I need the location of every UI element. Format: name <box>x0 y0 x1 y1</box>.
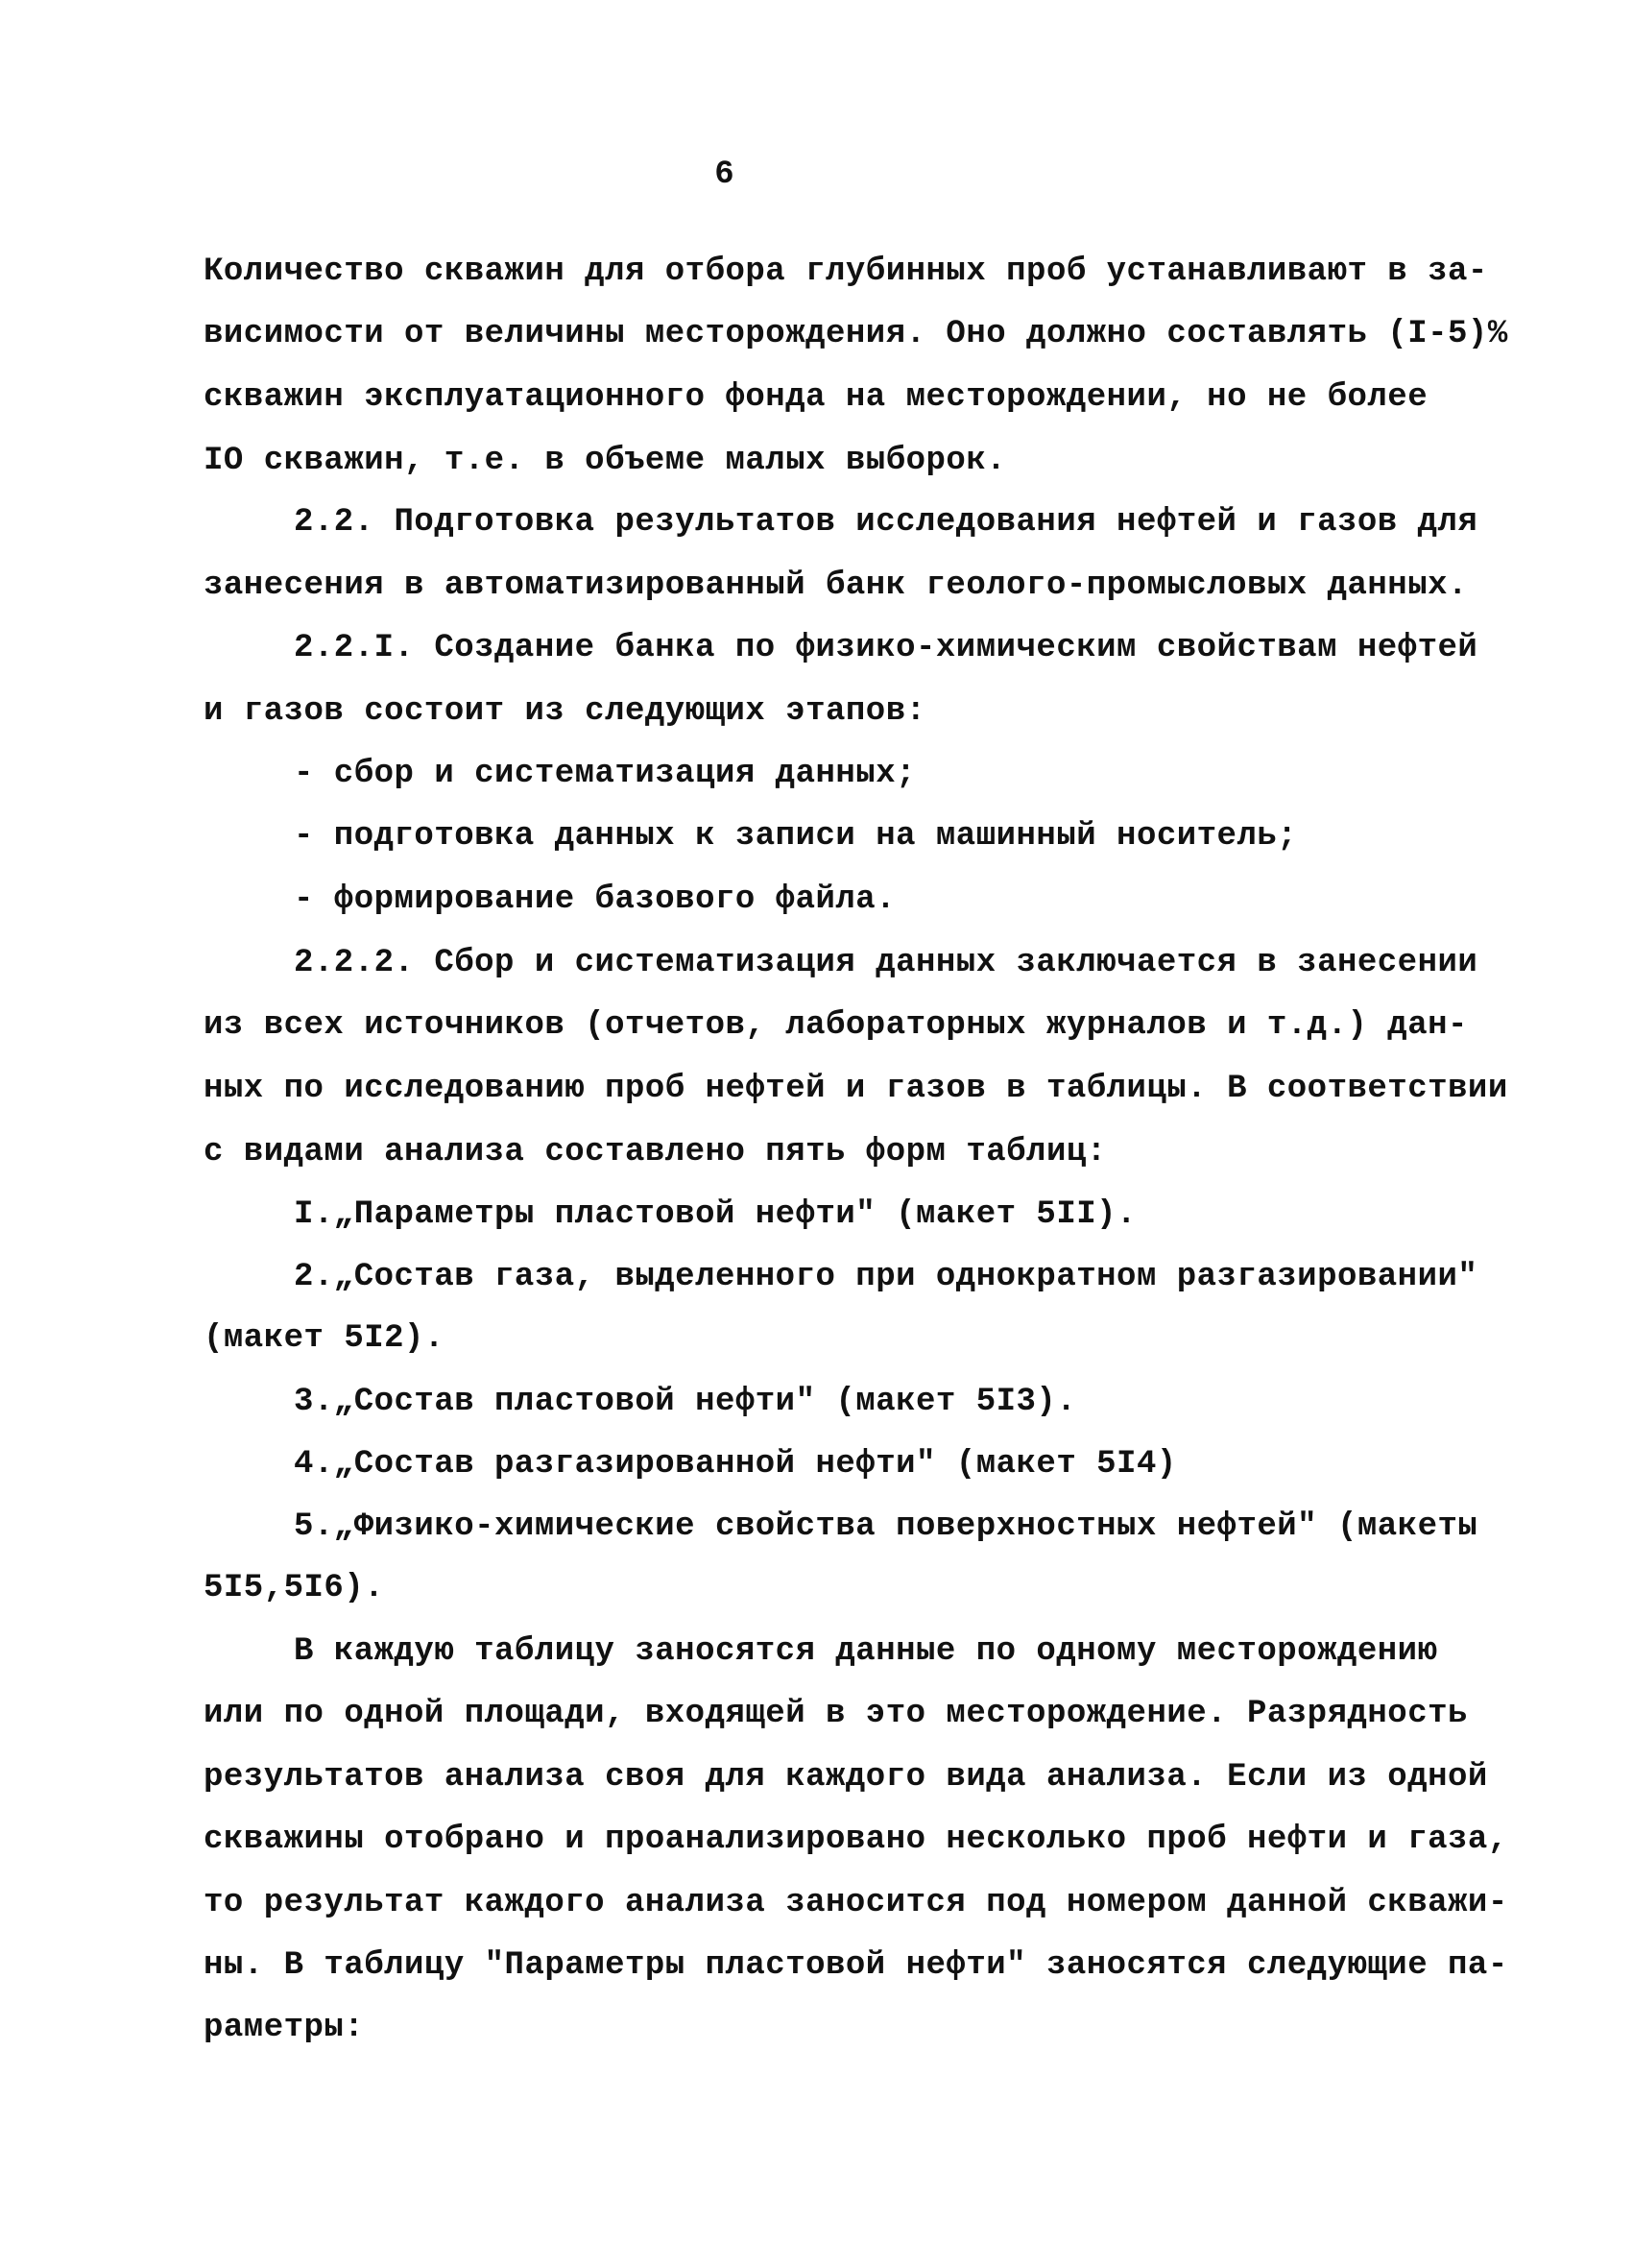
text-line: из всех источников (отчетов, лабораторных журналов и т.д.) дан- <box>204 1007 1468 1044</box>
text-line: ны. В таблицу "Параметры пластовой нефти" заносятся следующие па- <box>204 1947 1508 1984</box>
text-line: Количество скважин для отбора глубинных проб устанавливают в за- <box>204 253 1488 290</box>
list-item: I.„Параметры пластовой нефти" (макет 5II). <box>294 1196 1137 1233</box>
text-line: 2.2. Подготовка результатов исследования нефтей и газов для <box>294 504 1478 541</box>
text-line: с видами анализа составлено пять форм таблиц: <box>204 1134 1107 1170</box>
text-line: результатов анализа своя для каждого вида анализа. Если из одной <box>204 1759 1488 1796</box>
list-item: 2.„Состав газа, выделенного при однократном разгазировании" <box>294 1259 1478 1295</box>
list-item: 5.„Физико-химические свойства поверхностных нефтей" (макеты <box>294 1508 1478 1545</box>
list-item: - сбор и систематизация данных; <box>294 756 917 792</box>
text-line: ных по исследованию проб нефтей и газов в таблицы. В соответствии <box>204 1071 1508 1107</box>
text-line: висимости от величины месторождения. Оно должно составлять (I-5)% <box>204 316 1508 352</box>
text-line: занесения в автоматизированный банк геолого-промысловых данных. <box>204 567 1468 604</box>
text-line: В каждую таблицу заносятся данные по одному месторождению <box>294 1633 1438 1670</box>
text-line: IO скважин, т.е. в объеме малых выборок. <box>204 443 1007 479</box>
text-line: (макет 5I2). <box>204 1320 444 1357</box>
text-line: скважин эксплуатационного фонда на месторождении, но не более <box>204 379 1429 416</box>
text-line: 2.2.2. Сбор и систематизация данных заключается в занесении <box>294 945 1478 981</box>
text-line: скважины отобрано и проанализировано несколько проб нефти и газа, <box>204 1822 1508 1858</box>
text-line: 2.2.I. Создание банка по физико-химическим свойствам нефтей <box>294 630 1478 666</box>
text-line: раметры: <box>204 2010 365 2046</box>
text-line: то результат каждого анализа заносится под номером данной скважи- <box>204 1885 1508 1921</box>
text-line: 5I5,5I6). <box>204 1570 385 1606</box>
list-item: - подготовка данных к записи на машинный носитель; <box>294 818 1298 855</box>
text-line: и газов состоит из следующих этапов: <box>204 693 926 730</box>
text-line: или по одной площади, входящей в это месторождение. Разрядность <box>204 1696 1468 1732</box>
list-item: - формирование базового файла. <box>294 881 897 918</box>
list-item: 4.„Состав разгазированной нефти" (макет 5I4) <box>294 1446 1177 1483</box>
list-item: 3.„Состав пластовой нефти" (макет 5I3). <box>294 1384 1077 1420</box>
page-number: 6 <box>714 157 735 193</box>
